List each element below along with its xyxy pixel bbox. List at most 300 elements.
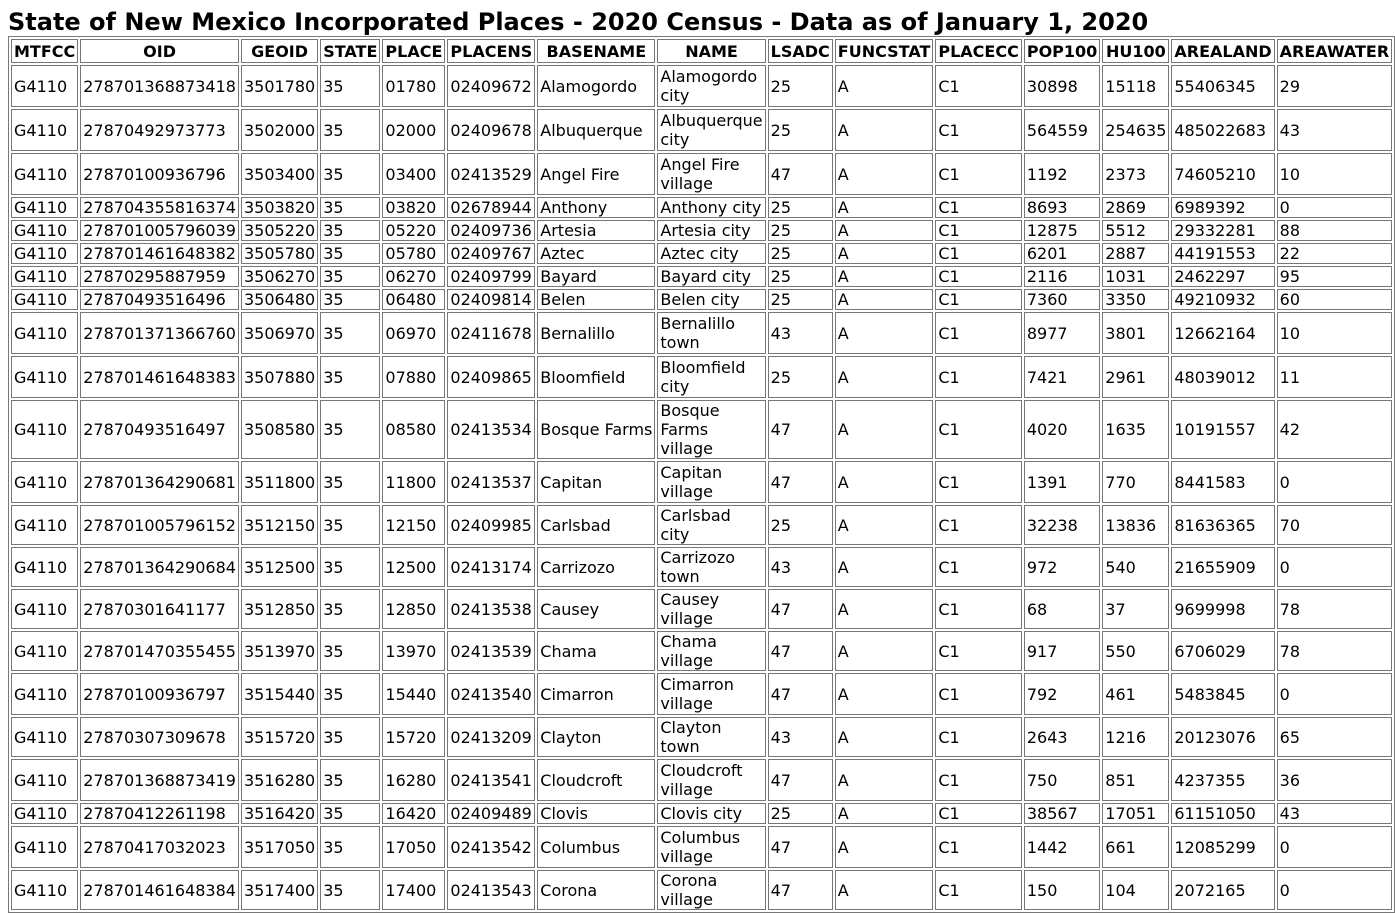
column-header-arealand: AREALAND xyxy=(1171,39,1274,63)
table-row xyxy=(11,870,1392,910)
cell-state: 35 xyxy=(320,65,380,107)
cell-hu100: 5512 xyxy=(1102,220,1169,241)
cell-place: 17050 xyxy=(382,826,445,868)
table-row xyxy=(11,153,1392,195)
cell-lsadc: 47 xyxy=(768,153,833,195)
cell-pop100: 2643 xyxy=(1024,717,1100,757)
cell-oid: 27870417032023 xyxy=(80,826,239,868)
cell-place: 15440 xyxy=(382,673,445,715)
cell-name: Columbus village xyxy=(657,826,765,868)
cell-geoid: 3513970 xyxy=(241,631,318,671)
cell-placens: 02413174 xyxy=(447,547,535,587)
table-row xyxy=(11,803,1392,824)
cell-lsadc: 25 xyxy=(768,197,833,218)
cell-placens: 02413540 xyxy=(447,673,535,715)
cell-state: 35 xyxy=(320,312,380,354)
column-header-place: PLACE xyxy=(382,39,445,63)
cell-basename: Bloomfield xyxy=(537,356,655,398)
cell-areawater: 43 xyxy=(1277,803,1393,824)
cell-placecc: C1 xyxy=(935,312,1021,354)
cell-placens: 02678944 xyxy=(447,197,535,218)
cell-name: Aztec city xyxy=(657,243,765,264)
cell-areawater: 0 xyxy=(1277,870,1393,910)
cell-geoid: 3503820 xyxy=(241,197,318,218)
cell-placecc: C1 xyxy=(935,870,1021,910)
cell-basename: Aztec xyxy=(537,243,655,264)
table-body xyxy=(11,65,1392,910)
table-row xyxy=(11,400,1392,459)
cell-placens: 02413534 xyxy=(447,400,535,459)
cell-place: 05220 xyxy=(382,220,445,241)
cell-mtfcc: G4110 xyxy=(11,631,78,671)
cell-lsadc: 47 xyxy=(768,759,833,801)
cell-place: 07880 xyxy=(382,356,445,398)
table-row xyxy=(11,266,1392,287)
cell-lsadc: 47 xyxy=(768,673,833,715)
cell-areawater: 36 xyxy=(1277,759,1393,801)
cell-mtfcc: G4110 xyxy=(11,153,78,195)
cell-state: 35 xyxy=(320,870,380,910)
cell-mtfcc: G4110 xyxy=(11,589,78,629)
table-row xyxy=(11,65,1392,107)
cell-funcstat: A xyxy=(835,400,934,459)
cell-basename: Capitan xyxy=(537,461,655,503)
cell-funcstat: A xyxy=(835,356,934,398)
cell-placecc: C1 xyxy=(935,589,1021,629)
cell-placens: 02413538 xyxy=(447,589,535,629)
table-row xyxy=(11,243,1392,264)
cell-hu100: 540 xyxy=(1102,547,1169,587)
cell-name: Corona village xyxy=(657,870,765,910)
cell-placecc: C1 xyxy=(935,356,1021,398)
cell-hu100: 15118 xyxy=(1102,65,1169,107)
cell-oid: 278701461648383 xyxy=(80,356,239,398)
cell-arealand: 5483845 xyxy=(1171,673,1274,715)
cell-oid: 278701470355455 xyxy=(80,631,239,671)
cell-placens: 02413543 xyxy=(447,870,535,910)
cell-areawater: 43 xyxy=(1277,109,1393,151)
cell-place: 13970 xyxy=(382,631,445,671)
cell-basename: Carrizozo xyxy=(537,547,655,587)
cell-geoid: 3506970 xyxy=(241,312,318,354)
cell-areawater: 0 xyxy=(1277,197,1393,218)
cell-name: Causey village xyxy=(657,589,765,629)
cell-placens: 02413529 xyxy=(447,153,535,195)
cell-arealand: 6706029 xyxy=(1171,631,1274,671)
cell-mtfcc: G4110 xyxy=(11,356,78,398)
cell-state: 35 xyxy=(320,400,380,459)
cell-state: 35 xyxy=(320,673,380,715)
cell-hu100: 770 xyxy=(1102,461,1169,503)
cell-mtfcc: G4110 xyxy=(11,400,78,459)
cell-basename: Cimarron xyxy=(537,673,655,715)
table-row xyxy=(11,197,1392,218)
cell-state: 35 xyxy=(320,589,380,629)
cell-lsadc: 47 xyxy=(768,461,833,503)
table-row xyxy=(11,547,1392,587)
cell-state: 35 xyxy=(320,289,380,310)
cell-name: Bernalillo town xyxy=(657,312,765,354)
cell-lsadc: 25 xyxy=(768,65,833,107)
cell-lsadc: 47 xyxy=(768,589,833,629)
cell-oid: 27870307309678 xyxy=(80,717,239,757)
cell-hu100: 1216 xyxy=(1102,717,1169,757)
cell-geoid: 3515720 xyxy=(241,717,318,757)
cell-pop100: 2116 xyxy=(1024,266,1100,287)
cell-arealand: 2072165 xyxy=(1171,870,1274,910)
cell-basename: Cloudcroft xyxy=(537,759,655,801)
cell-areawater: 10 xyxy=(1277,312,1393,354)
cell-place: 08580 xyxy=(382,400,445,459)
column-header-basename: BASENAME xyxy=(537,39,655,63)
cell-funcstat: A xyxy=(835,717,934,757)
cell-place: 17400 xyxy=(382,870,445,910)
cell-funcstat: A xyxy=(835,631,934,671)
cell-basename: Angel Fire xyxy=(537,153,655,195)
table-row xyxy=(11,109,1392,151)
cell-arealand: 4237355 xyxy=(1171,759,1274,801)
cell-geoid: 3512150 xyxy=(241,505,318,545)
cell-funcstat: A xyxy=(835,220,934,241)
cell-basename: Bosque Farms xyxy=(537,400,655,459)
cell-placens: 02409672 xyxy=(447,65,535,107)
cell-pop100: 150 xyxy=(1024,870,1100,910)
cell-pop100: 32238 xyxy=(1024,505,1100,545)
cell-placens: 02411678 xyxy=(447,312,535,354)
cell-geoid: 3508580 xyxy=(241,400,318,459)
cell-arealand: 12085299 xyxy=(1171,826,1274,868)
cell-areawater: 11 xyxy=(1277,356,1393,398)
cell-areawater: 0 xyxy=(1277,461,1393,503)
cell-lsadc: 25 xyxy=(768,243,833,264)
cell-place: 02000 xyxy=(382,109,445,151)
cell-pop100: 7360 xyxy=(1024,289,1100,310)
table-row xyxy=(11,826,1392,868)
cell-oid: 27870100936796 xyxy=(80,153,239,195)
cell-pop100: 1391 xyxy=(1024,461,1100,503)
cell-geoid: 3517050 xyxy=(241,826,318,868)
cell-funcstat: A xyxy=(835,673,934,715)
column-header-geoid: GEOID xyxy=(241,39,318,63)
cell-mtfcc: G4110 xyxy=(11,266,78,287)
cell-placecc: C1 xyxy=(935,220,1021,241)
cell-funcstat: A xyxy=(835,109,934,151)
cell-oid: 27870412261198 xyxy=(80,803,239,824)
cell-mtfcc: G4110 xyxy=(11,717,78,757)
cell-geoid: 3512850 xyxy=(241,589,318,629)
table-row xyxy=(11,631,1392,671)
cell-lsadc: 47 xyxy=(768,826,833,868)
column-header-areawater: AREAWATER xyxy=(1277,39,1393,63)
cell-name: Alamogordo city xyxy=(657,65,765,107)
cell-geoid: 3502000 xyxy=(241,109,318,151)
cell-basename: Carlsbad xyxy=(537,505,655,545)
cell-lsadc: 25 xyxy=(768,356,833,398)
cell-place: 06970 xyxy=(382,312,445,354)
cell-name: Clayton town xyxy=(657,717,765,757)
cell-basename: Columbus xyxy=(537,826,655,868)
cell-lsadc: 25 xyxy=(768,266,833,287)
cell-geoid: 3511800 xyxy=(241,461,318,503)
cell-name: Clovis city xyxy=(657,803,765,824)
cell-mtfcc: G4110 xyxy=(11,461,78,503)
cell-placens: 02413209 xyxy=(447,717,535,757)
cell-lsadc: 25 xyxy=(768,289,833,310)
cell-oid: 278701005796152 xyxy=(80,505,239,545)
cell-arealand: 49210932 xyxy=(1171,289,1274,310)
cell-arealand: 55406345 xyxy=(1171,65,1274,107)
column-header-oid: OID xyxy=(80,39,239,63)
cell-mtfcc: G4110 xyxy=(11,826,78,868)
cell-pop100: 972 xyxy=(1024,547,1100,587)
cell-funcstat: A xyxy=(835,803,934,824)
cell-lsadc: 47 xyxy=(768,870,833,910)
cell-arealand: 6989392 xyxy=(1171,197,1274,218)
cell-mtfcc: G4110 xyxy=(11,870,78,910)
cell-lsadc: 43 xyxy=(768,717,833,757)
cell-state: 35 xyxy=(320,759,380,801)
cell-hu100: 2373 xyxy=(1102,153,1169,195)
page-title: State of New Mexico Incorporated Places - 2020 Census - Data as of January 1, 2020 xyxy=(8,8,1149,36)
cell-funcstat: A xyxy=(835,505,934,545)
cell-basename: Bayard xyxy=(537,266,655,287)
cell-oid: 278701005796039 xyxy=(80,220,239,241)
cell-name: Anthony city xyxy=(657,197,765,218)
cell-name: Chama village xyxy=(657,631,765,671)
cell-geoid: 3517400 xyxy=(241,870,318,910)
cell-areawater: 95 xyxy=(1277,266,1393,287)
cell-state: 35 xyxy=(320,826,380,868)
cell-state: 35 xyxy=(320,505,380,545)
cell-lsadc: 43 xyxy=(768,547,833,587)
cell-areawater: 0 xyxy=(1277,826,1393,868)
cell-state: 35 xyxy=(320,220,380,241)
cell-basename: Clayton xyxy=(537,717,655,757)
cell-place: 05780 xyxy=(382,243,445,264)
cell-place: 01780 xyxy=(382,65,445,107)
cell-placecc: C1 xyxy=(935,759,1021,801)
cell-basename: Artesia xyxy=(537,220,655,241)
cell-hu100: 17051 xyxy=(1102,803,1169,824)
cell-placens: 02409489 xyxy=(447,803,535,824)
cell-name: Albuquerque city xyxy=(657,109,765,151)
cell-state: 35 xyxy=(320,717,380,757)
cell-state: 35 xyxy=(320,461,380,503)
cell-lsadc: 25 xyxy=(768,109,833,151)
cell-geoid: 3512500 xyxy=(241,547,318,587)
cell-placecc: C1 xyxy=(935,243,1021,264)
cell-mtfcc: G4110 xyxy=(11,65,78,107)
cell-mtfcc: G4110 xyxy=(11,197,78,218)
column-header-placens: PLACENS xyxy=(447,39,535,63)
cell-state: 35 xyxy=(320,356,380,398)
cell-name: Bloomfield city xyxy=(657,356,765,398)
cell-pop100: 750 xyxy=(1024,759,1100,801)
cell-oid: 278704355816374 xyxy=(80,197,239,218)
cell-placens: 02409814 xyxy=(447,289,535,310)
cell-areawater: 78 xyxy=(1277,631,1393,671)
cell-place: 12500 xyxy=(382,547,445,587)
cell-name: Bayard city xyxy=(657,266,765,287)
cell-funcstat: A xyxy=(835,266,934,287)
cell-hu100: 1031 xyxy=(1102,266,1169,287)
cell-lsadc: 47 xyxy=(768,631,833,671)
cell-pop100: 38567 xyxy=(1024,803,1100,824)
column-header-pop100: POP100 xyxy=(1024,39,1100,63)
cell-name: Artesia city xyxy=(657,220,765,241)
cell-areawater: 65 xyxy=(1277,717,1393,757)
table-row xyxy=(11,461,1392,503)
cell-placens: 02409865 xyxy=(447,356,535,398)
cell-state: 35 xyxy=(320,803,380,824)
cell-place: 12850 xyxy=(382,589,445,629)
cell-arealand: 9699998 xyxy=(1171,589,1274,629)
cell-basename: Clovis xyxy=(537,803,655,824)
cell-place: 16420 xyxy=(382,803,445,824)
cell-state: 35 xyxy=(320,243,380,264)
table-row xyxy=(11,356,1392,398)
cell-place: 12150 xyxy=(382,505,445,545)
cell-basename: Corona xyxy=(537,870,655,910)
cell-mtfcc: G4110 xyxy=(11,803,78,824)
cell-state: 35 xyxy=(320,153,380,195)
cell-funcstat: A xyxy=(835,826,934,868)
cell-placens: 02413542 xyxy=(447,826,535,868)
cell-basename: Belen xyxy=(537,289,655,310)
cell-arealand: 20123076 xyxy=(1171,717,1274,757)
cell-placens: 02409736 xyxy=(447,220,535,241)
cell-pop100: 792 xyxy=(1024,673,1100,715)
cell-arealand: 8441583 xyxy=(1171,461,1274,503)
cell-basename: Bernalillo xyxy=(537,312,655,354)
cell-mtfcc: G4110 xyxy=(11,547,78,587)
cell-basename: Albuquerque xyxy=(537,109,655,151)
cell-arealand: 485022683 xyxy=(1171,109,1274,151)
table-row xyxy=(11,289,1392,310)
cell-pop100: 1192 xyxy=(1024,153,1100,195)
cell-oid: 278701364290684 xyxy=(80,547,239,587)
cell-funcstat: A xyxy=(835,289,934,310)
column-header-state: STATE xyxy=(320,39,380,63)
table-row xyxy=(11,312,1392,354)
cell-hu100: 104 xyxy=(1102,870,1169,910)
table-row xyxy=(11,717,1392,757)
cell-placecc: C1 xyxy=(935,65,1021,107)
cell-name: Cloudcroft village xyxy=(657,759,765,801)
cell-placecc: C1 xyxy=(935,289,1021,310)
cell-funcstat: A xyxy=(835,870,934,910)
cell-placecc: C1 xyxy=(935,826,1021,868)
cell-oid: 27870301641177 xyxy=(80,589,239,629)
cell-areawater: 10 xyxy=(1277,153,1393,195)
cell-pop100: 68 xyxy=(1024,589,1100,629)
cell-areawater: 42 xyxy=(1277,400,1393,459)
cell-mtfcc: G4110 xyxy=(11,220,78,241)
cell-oid: 27870493516497 xyxy=(80,400,239,459)
cell-hu100: 851 xyxy=(1102,759,1169,801)
cell-oid: 27870493516496 xyxy=(80,289,239,310)
cell-lsadc: 43 xyxy=(768,312,833,354)
cell-funcstat: A xyxy=(835,547,934,587)
cell-mtfcc: G4110 xyxy=(11,289,78,310)
cell-name: Angel Fire village xyxy=(657,153,765,195)
cell-arealand: 29332281 xyxy=(1171,220,1274,241)
cell-lsadc: 25 xyxy=(768,803,833,824)
cell-geoid: 3516420 xyxy=(241,803,318,824)
cell-mtfcc: G4110 xyxy=(11,505,78,545)
cell-state: 35 xyxy=(320,547,380,587)
table-row xyxy=(11,505,1392,545)
cell-pop100: 12875 xyxy=(1024,220,1100,241)
cell-funcstat: A xyxy=(835,153,934,195)
cell-areawater: 0 xyxy=(1277,673,1393,715)
cell-funcstat: A xyxy=(835,589,934,629)
cell-geoid: 3507880 xyxy=(241,356,318,398)
cell-place: 06270 xyxy=(382,266,445,287)
cell-oid: 278701461648384 xyxy=(80,870,239,910)
cell-place: 16280 xyxy=(382,759,445,801)
cell-basename: Alamogordo xyxy=(537,65,655,107)
cell-place: 06480 xyxy=(382,289,445,310)
cell-placecc: C1 xyxy=(935,109,1021,151)
cell-geoid: 3515440 xyxy=(241,673,318,715)
cell-oid: 278701364290681 xyxy=(80,461,239,503)
cell-funcstat: A xyxy=(835,312,934,354)
cell-placecc: C1 xyxy=(935,197,1021,218)
cell-areawater: 60 xyxy=(1277,289,1393,310)
cell-mtfcc: G4110 xyxy=(11,109,78,151)
cell-lsadc: 47 xyxy=(768,400,833,459)
cell-geoid: 3516280 xyxy=(241,759,318,801)
cell-funcstat: A xyxy=(835,197,934,218)
cell-mtfcc: G4110 xyxy=(11,243,78,264)
cell-oid: 278701371366760 xyxy=(80,312,239,354)
cell-place: 03400 xyxy=(382,153,445,195)
cell-geoid: 3505780 xyxy=(241,243,318,264)
cell-arealand: 81636365 xyxy=(1171,505,1274,545)
cell-pop100: 564559 xyxy=(1024,109,1100,151)
cell-areawater: 88 xyxy=(1277,220,1393,241)
cell-mtfcc: G4110 xyxy=(11,673,78,715)
cell-areawater: 78 xyxy=(1277,589,1393,629)
column-header-hu100: HU100 xyxy=(1102,39,1169,63)
cell-pop100: 8977 xyxy=(1024,312,1100,354)
cell-oid: 278701461648382 xyxy=(80,243,239,264)
cell-pop100: 30898 xyxy=(1024,65,1100,107)
cell-lsadc: 25 xyxy=(768,220,833,241)
cell-hu100: 461 xyxy=(1102,673,1169,715)
cell-placecc: C1 xyxy=(935,631,1021,671)
cell-mtfcc: G4110 xyxy=(11,312,78,354)
cell-placecc: C1 xyxy=(935,266,1021,287)
cell-hu100: 1635 xyxy=(1102,400,1169,459)
column-header-name: NAME xyxy=(657,39,765,63)
cell-placens: 02409799 xyxy=(447,266,535,287)
cell-oid: 278701368873418 xyxy=(80,65,239,107)
cell-placens: 02409678 xyxy=(447,109,535,151)
cell-arealand: 10191557 xyxy=(1171,400,1274,459)
cell-oid: 27870492973773 xyxy=(80,109,239,151)
cell-state: 35 xyxy=(320,197,380,218)
cell-placens: 02413541 xyxy=(447,759,535,801)
cell-name: Carrizozo town xyxy=(657,547,765,587)
cell-hu100: 550 xyxy=(1102,631,1169,671)
cell-pop100: 7421 xyxy=(1024,356,1100,398)
cell-pop100: 1442 xyxy=(1024,826,1100,868)
cell-hu100: 2869 xyxy=(1102,197,1169,218)
cell-placecc: C1 xyxy=(935,547,1021,587)
cell-basename: Anthony xyxy=(537,197,655,218)
